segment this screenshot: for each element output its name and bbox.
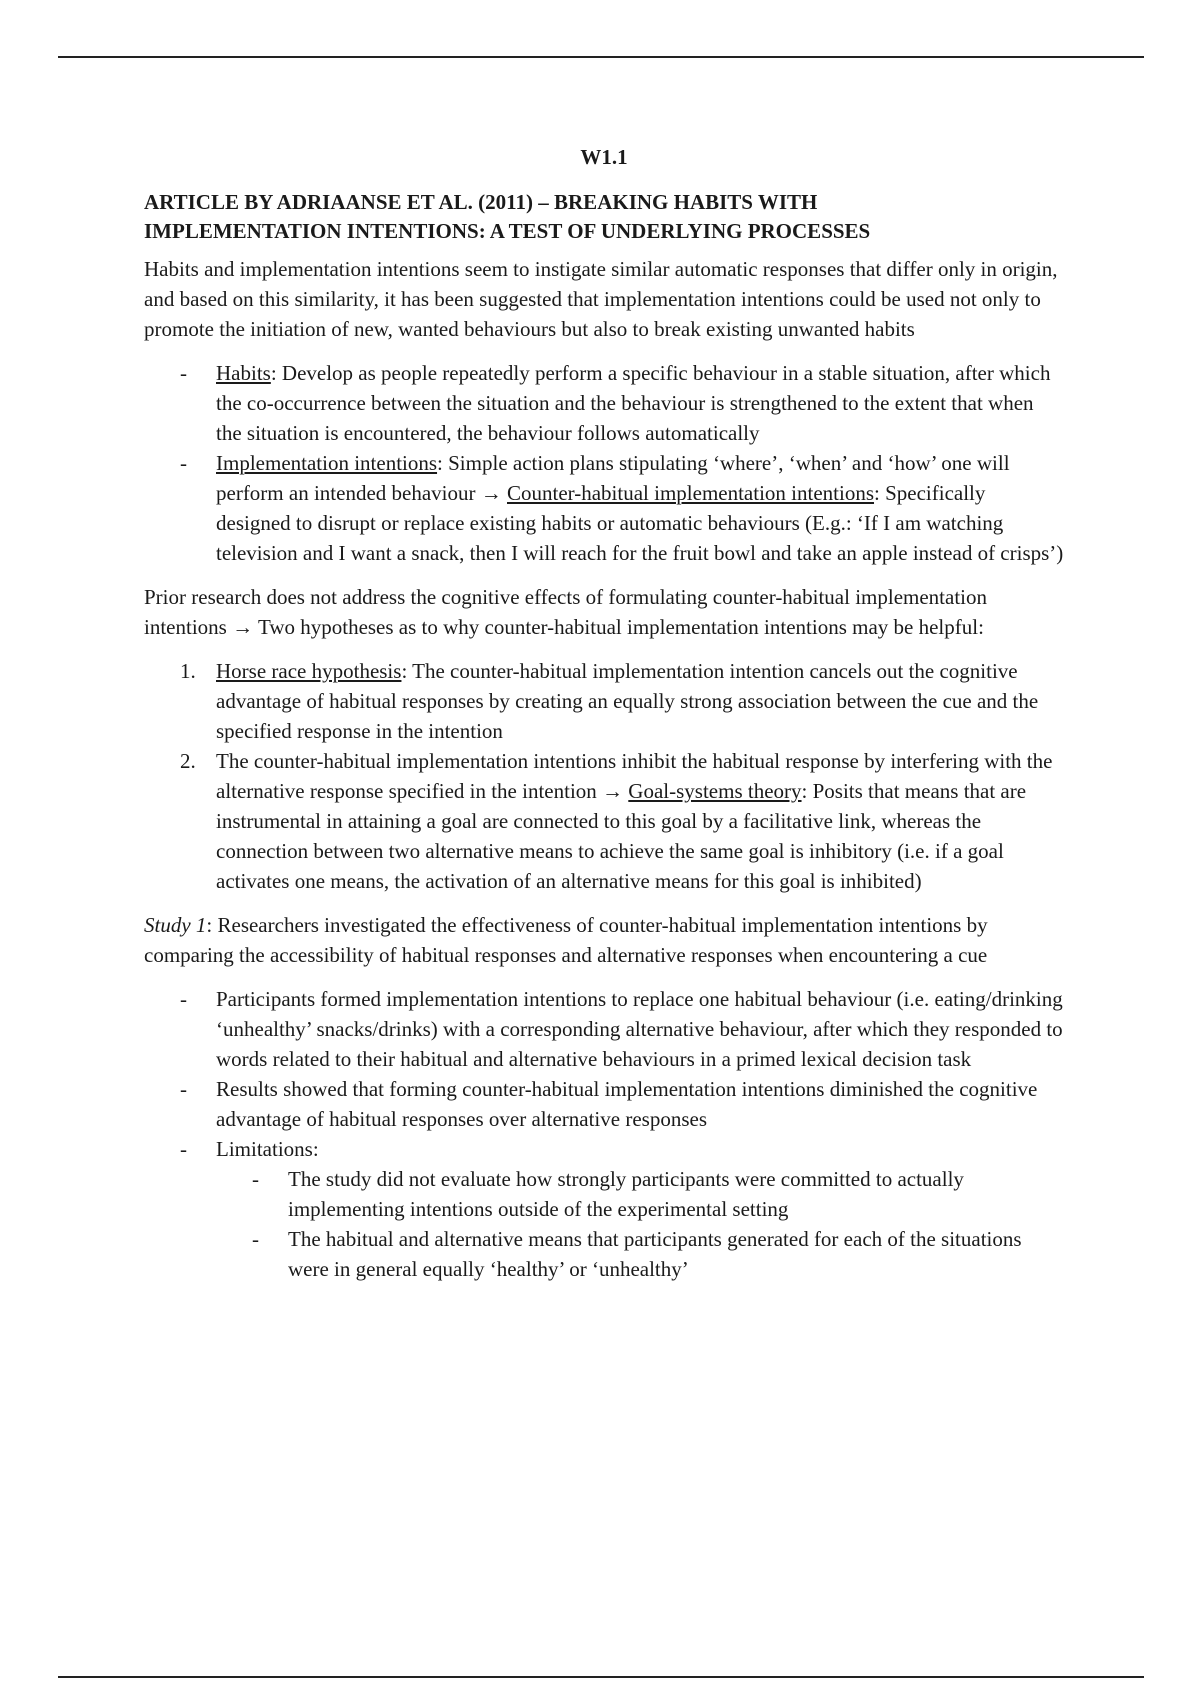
list-item: - The habitual and alternative means that participants generated for each of the situations were in general equally ‘healthy’ or ‘unhealthy’: [216, 1224, 1064, 1284]
goal-systems-term: Goal-systems theory: [628, 779, 802, 803]
list-number: 1.: [180, 659, 196, 683]
intro-paragraph: Habits and implementation intentions seem to instigate similar automatic responses that differ only in origin, and based on this similarity, it has been suggested that implementation intentions could be used not only to promote the initiation of new, wanted behaviours but also to break existing unwanted habits: [144, 257, 1058, 341]
list-item: [144, 448, 1064, 568]
article-title-line-1: ARTICLE BY ADRIAANSE ET AL. (2011) – BREAKING HABITS WITH: [144, 190, 818, 214]
habits-term: Habits: [216, 361, 271, 385]
implementation-intentions-term: Implementation intentions: [216, 451, 438, 475]
list-item: [144, 358, 1064, 448]
horse-race-text: : The counter-habitual implementation intention cancels out the cognitive advantage of habitual responses by creating an equally strong association between the cue and the specified response in the intention: [216, 659, 1039, 743]
study-1-paragraph: [144, 910, 1064, 970]
study-1-list: [144, 984, 1064, 1284]
list-item: - The study did not evaluate how strongly participants were committed to actually implementing intentions outside of the experimental setting: [216, 1164, 1064, 1224]
list-item: - Results showed that forming counter-habitual implementation intentions diminished the cognitive advantage of habitual responses over alternative responses: [144, 1074, 1064, 1134]
implementation-intentions-definition: : Simple action plans stipulating ‘where’, ‘when’ and ‘how’ one will perform an intended behaviour →: [216, 451, 1010, 505]
list-item: [144, 746, 1064, 896]
prior-research-paragraph: Prior research does not address the cognitive effects of formulating counter-habitual implementation intentions → Two hypotheses as to why counter-habitual implementation intentions may be helpful:: [144, 585, 988, 639]
definitions-list: [144, 358, 1064, 568]
hypotheses-list: [144, 656, 1064, 896]
section-code: W1.1: [580, 145, 628, 169]
limitations-list: [216, 1164, 1064, 1284]
limitations-label: Limitations:: [216, 1137, 319, 1161]
list-number: 2.: [180, 749, 196, 773]
study-1-label: Study 1: [144, 913, 207, 937]
document-body: [144, 142, 1064, 1298]
footer-rule: [58, 1676, 1144, 1678]
article-title-line-2: IMPLEMENTATION INTENTIONS: A TEST OF UNDERLYING PROCESSES: [144, 219, 871, 243]
habits-definition: : Develop as people repeatedly perform a specific behaviour in a stable situation, after which the co-occurrence between the situation and the behaviour is strengthened to the extent that when the situation is encountered, the behaviour follows automatically: [216, 361, 1051, 445]
study-1-text: : Researchers investigated the effectiveness of counter-habitual implementation intentions by comparing the accessibility of habitual responses and alternative responses when encountering a cue: [144, 913, 988, 967]
counter-habitual-term: Counter-habitual implementation intentions: [507, 481, 875, 505]
list-item: [144, 1134, 1064, 1284]
counter-habitual-definition: : Specifically designed to disrupt or replace existing habits or automatic behaviours (E.g.: ‘If I am watching television and I want a snack, then I will reach for the fruit bowl and take an apple instead of crisps’): [216, 481, 1064, 565]
horse-race-term: Horse race hypothesis: [216, 659, 402, 683]
list-item: [144, 656, 1064, 746]
goal-systems-text: : Posits that means that are instrumental in attaining a goal are connected to this goal by a facilitative link, whereas the connection between two alternative means to achieve the same goal is inhibitory (i.e. if a goal activates one means, the activation of an alternative means for this goal is inhibited): [216, 779, 1027, 893]
article-title: [144, 188, 1064, 246]
header-rule: [58, 56, 1144, 58]
hypothesis-2-text: The counter-habitual implementation intentions inhibit the habitual response by interfering with the alternative response specified in the intention →: [216, 749, 1053, 803]
list-item: - Participants formed implementation intentions to replace one habitual behaviour (i.e. eating/drinking ‘unhealthy’ snacks/drinks) with a corresponding alternative behaviour, after which they responded to words related to their habitual and alternative behaviours in a primed lexical decision task: [144, 984, 1064, 1074]
